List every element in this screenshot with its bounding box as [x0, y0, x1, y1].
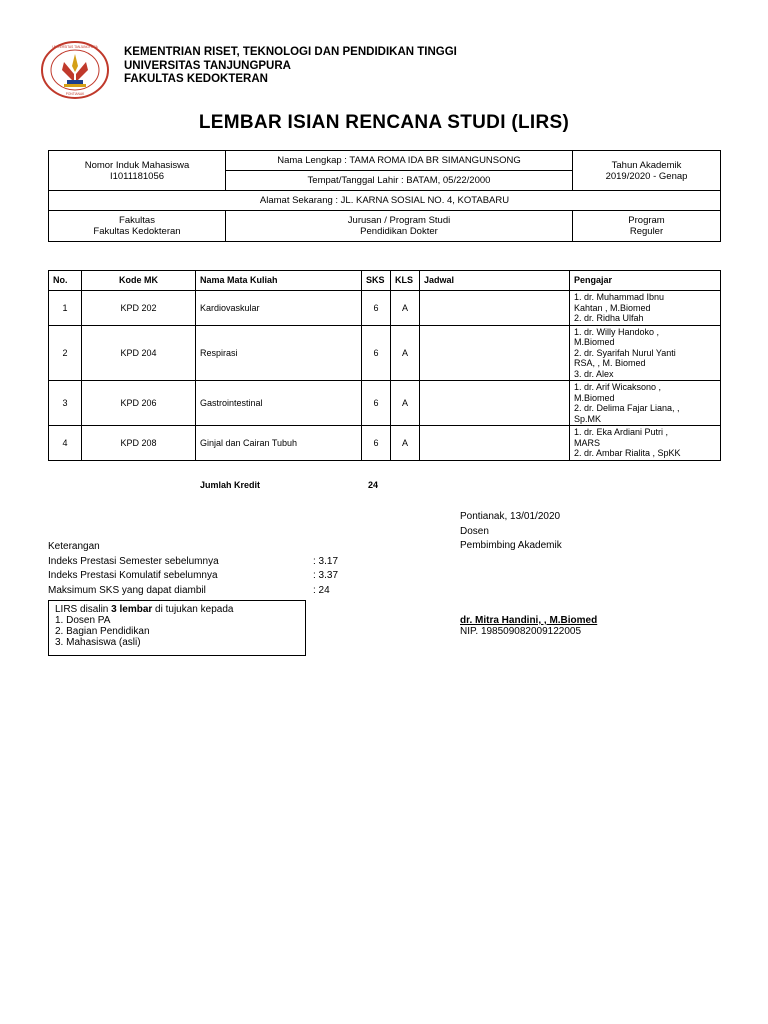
- program-label: Program: [628, 215, 665, 226]
- keterangan-section: [48, 540, 368, 598]
- lecturer-line: 2. dr. Syarifah Nurul Yanti: [574, 347, 676, 358]
- academic-year-label: Tahun Akademik: [611, 159, 682, 171]
- row-kls: A: [391, 381, 420, 426]
- table-row: [49, 325, 721, 381]
- col-code: Kode MK: [82, 271, 196, 291]
- lecturer-line: 1. dr. Muhammad Ibnu: [574, 292, 665, 302]
- row-sks: 6: [362, 291, 391, 326]
- row-sks: 6: [362, 381, 391, 426]
- ministry-name: KEMENTRIAN RISET, TEKNOLOGI DAN PENDIDIKAN TINGGI: [124, 46, 457, 58]
- ips-label: Indeks Prestasi Semester sebelumnya: [48, 555, 219, 567]
- col-sks: SKS: [362, 271, 391, 291]
- academic-year-cell: [573, 151, 721, 191]
- row-code: KPD 206: [82, 381, 196, 426]
- row-sks: 6: [362, 426, 391, 461]
- row-jadwal: [420, 381, 570, 426]
- lecturer-line: RSA, , M. Biomed: [574, 358, 646, 368]
- academic-year-value: 2019/2020 - Genap: [605, 170, 688, 182]
- signer-name: dr. Mitra Handini, , M.Biomed: [460, 615, 598, 626]
- row-kls: A: [391, 325, 420, 381]
- row-jadwal: [420, 291, 570, 326]
- lecturer-line: MARS: [574, 437, 601, 448]
- signer-role-1: Dosen: [460, 525, 489, 537]
- faculty-name: FAKULTAS KEDOKTERAN: [124, 73, 268, 85]
- row-kls: A: [391, 426, 420, 461]
- lecturer-line: 2. dr. Ambar Rialita , SpKK: [574, 448, 681, 458]
- signer-nip: NIP. 198509082009122005: [460, 626, 582, 637]
- row-course-name: Respirasi: [196, 325, 362, 381]
- address: Alamat Sekarang : JL. KARNA SOSIAL NO. 4, KOTABARU: [49, 191, 721, 211]
- lecturer-line: 2. dr. Ridha Ulfah: [574, 313, 644, 323]
- ips-value: : 3.17: [313, 555, 339, 567]
- col-pengajar: Pengajar: [570, 271, 721, 291]
- university-name: UNIVERSITAS TANJUNGPURA: [124, 59, 291, 72]
- copy-recipient: 3. Mahasiswa (asli): [55, 637, 141, 648]
- row-no: 4: [49, 426, 82, 461]
- row-no: 3: [49, 381, 82, 426]
- course-table-header: [49, 271, 721, 291]
- col-name: Nama Mata Kuliah: [196, 271, 362, 291]
- copies-count: 3 lembar: [111, 604, 153, 615]
- page-title: LEMBAR ISIAN RENCANA STUDI (LIRS): [198, 112, 570, 133]
- row-lecturers: [570, 291, 721, 326]
- student-name: Nama Lengkap : TAMA ROMA IDA BR SIMANGUNSONG: [226, 151, 573, 171]
- major-value: Pendidikan Dokter: [360, 226, 438, 237]
- row-course-name: Kardiovaskular: [196, 291, 362, 326]
- program-cell: [573, 211, 721, 242]
- lecturer-line: Sp.MK: [574, 413, 602, 424]
- row-code: KPD 204: [82, 325, 196, 381]
- row-jadwal: [420, 325, 570, 381]
- max-sks-value: : 24: [313, 584, 330, 596]
- copies-intro: [55, 604, 305, 615]
- ipk-label: Indeks Prestasi Komulatif sebelumnya: [48, 570, 218, 581]
- major-label: Jurusan / Program Studi: [347, 215, 451, 226]
- lecturer-line: 1. dr. Willy Handoko ,: [574, 326, 660, 337]
- row-kls: A: [391, 291, 420, 326]
- lecturer-line: Kahtan , M.Biomed: [574, 302, 651, 313]
- copies-box: [48, 600, 306, 656]
- col-jadwal: Jadwal: [420, 271, 570, 291]
- logo-text-top: UNIVERSITAS TANJUNGPURA: [52, 45, 98, 49]
- lecturer-line: 3. dr. Alex: [574, 368, 614, 379]
- signer: [460, 615, 597, 637]
- col-no: No.: [49, 271, 82, 291]
- row-course-name: Ginjal dan Cairan Tubuh: [196, 426, 362, 461]
- row-no: 2: [49, 325, 82, 381]
- course-table: [48, 270, 721, 461]
- lecturer-line: M.Biomed: [574, 392, 615, 403]
- lecturer-line: 1. dr. Arif Wicaksono ,: [574, 382, 662, 392]
- ips-row: [48, 555, 368, 570]
- faculty-value: Fakultas Kedokteran: [93, 226, 181, 237]
- copies-prefix: LIRS disalin: [55, 604, 112, 615]
- lecturer-line: M.Biomed: [574, 337, 615, 347]
- program-value: Reguler: [629, 226, 664, 237]
- max-sks-label: Maksimum SKS yang dapat diambil: [48, 584, 206, 596]
- ipk-row: [48, 569, 368, 584]
- nim-label: Nomor Induk Mahasiswa: [84, 159, 190, 171]
- ipk-value: : 3.37: [313, 570, 339, 581]
- copy-recipient: 2. Bagian Pendidikan: [55, 626, 150, 637]
- lecturer-line: 2. dr. Delima Fajar Liana, ,: [574, 403, 680, 413]
- nim-value: I1011181056: [109, 170, 165, 182]
- row-code: KPD 202: [82, 291, 196, 326]
- institution-name: [124, 46, 457, 87]
- lecturer-line: 1. dr. Eka Ardiani Putri ,: [574, 427, 669, 437]
- letterhead: [40, 40, 740, 100]
- logo-text-bottom: PONTIANAK: [65, 92, 85, 96]
- copy-recipient: 1. Dosen PA: [55, 615, 111, 626]
- nim-cell: [49, 151, 226, 191]
- signature-block: [460, 510, 562, 554]
- total-credit-value: 24: [368, 480, 379, 490]
- major-cell: [226, 211, 573, 242]
- faculty-cell: [49, 211, 226, 242]
- max-sks-row: [48, 584, 368, 599]
- row-jadwal: [420, 426, 570, 461]
- place-date: Pontianak, 13/01/2020: [460, 511, 561, 522]
- row-no: 1: [49, 291, 82, 326]
- birth-info: Tempat/Tanggal Lahir : BATAM, 05/22/2000: [226, 171, 573, 191]
- row-sks: 6: [362, 325, 391, 381]
- signer-role-2: Pembimbing Akademik: [460, 540, 562, 551]
- row-lecturers: [570, 325, 721, 381]
- row-code: KPD 208: [82, 426, 196, 461]
- table-row: [49, 381, 721, 426]
- table-row: [49, 426, 721, 461]
- student-info-table: [48, 150, 721, 242]
- copies-suffix: di tujukan kepada: [152, 604, 234, 615]
- row-course-name: Gastrointestinal: [196, 381, 362, 426]
- row-lecturers: [570, 426, 721, 461]
- table-row: [49, 291, 721, 326]
- col-kls: KLS: [391, 271, 420, 291]
- faculty-label: Fakultas: [119, 215, 155, 226]
- total-credit-label: Jumlah Kredit: [200, 480, 261, 490]
- row-lecturers: [570, 381, 721, 426]
- keterangan-label: Keterangan: [48, 541, 100, 552]
- university-logo-icon: [40, 40, 110, 100]
